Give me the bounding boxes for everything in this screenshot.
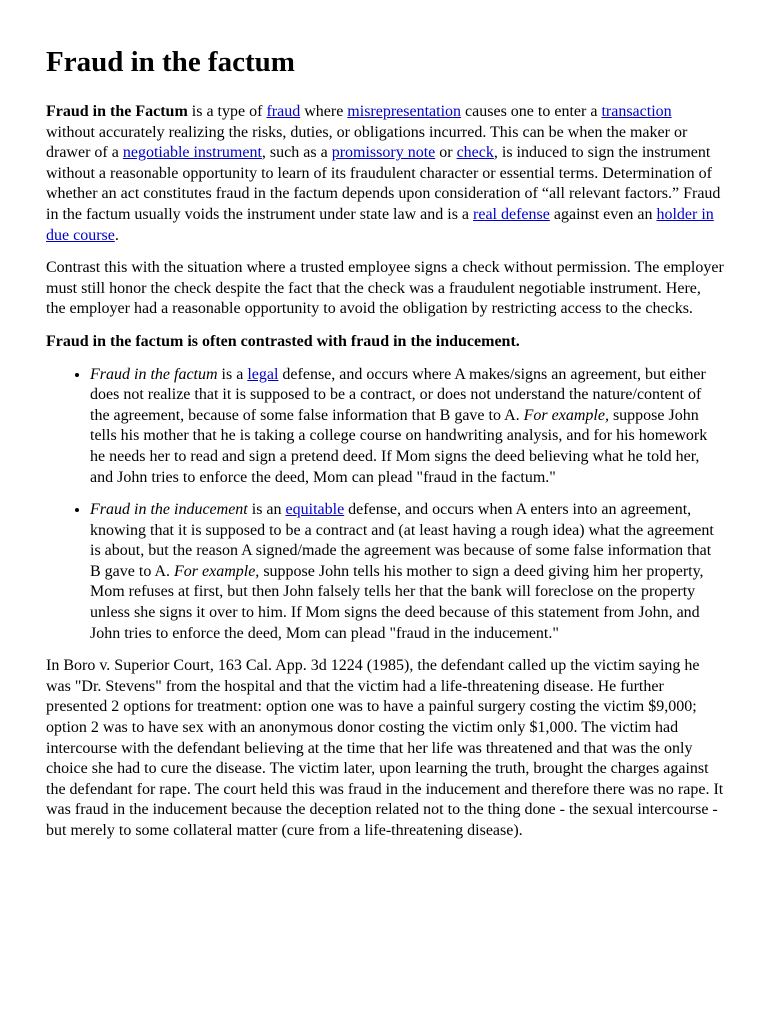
defense-list (46, 365, 724, 645)
page-title: Fraud in the factum (46, 46, 295, 78)
link-equitable[interactable]: equitable (285, 501, 345, 519)
link-real-defense[interactable]: real defense (473, 205, 550, 223)
link-legal[interactable]: legal (247, 365, 279, 383)
list-item-fraud-in-inducement: • Fraud in the inducement is an equitable defense, and occurs when A enters into an agreement, knowing that it is supposed to be a contract and (at least having a rough idea) what the agreement is about, but the reason A signed/made the agreement was because of some false information that B gave to A. For example, suppose John tells his mother to sign a deed giving him her property, Mom refuses at first, but then John falsely tells her that the bank will foreclose on the property unless she signs it over to him. If Mom signs the deed because of this statement from John, and John tries to enforce the deed, Mom can plead "fraud in the inducement." (90, 500, 724, 644)
link-misrepresentation[interactable]: misrepresentation (347, 103, 462, 120)
term-italic: Fraud in the factum (90, 365, 218, 383)
link-check[interactable]: check (456, 144, 494, 162)
example-italic: For example, (174, 562, 260, 580)
contrast-paragraph: Contrast this with the situation where a trusted employee signs a check without permission. The employer must still honor the check despite the fact that the check was a fraudulent negotiable instrument. Here, the employer had a reasonable opportunity to avoid the obligation by restricting access to the checks. (46, 259, 724, 318)
example-italic: For example, (523, 406, 609, 424)
link-promissory-note[interactable]: promissory note (331, 144, 436, 162)
list-item-fraud-in-factum: • Fraud in the factum is a legal defense, and occurs where A makes/signs an agreement, but either does not realize that it is supposed to be a contract, or does not understand the nature/content of the agreement, because of some false information that B gave to A. For example, suppose John tells his mother that he is taking a college course on handwriting analysis, and for his homework he needs her to read and sign a pretend deed. If Mom signs the deed believing what he told her, and John tries to enforce the deed, Mom can plead "fraud in the factum." (90, 365, 724, 489)
case-paragraph: In Boro v. Superior Court, 163 Cal. App. 3d 1224 (1985), the defendant called up the victim saying he was "Dr. Stevens" from the hospital and that the victim had a life-threatening disease. He further presented 2 options for treatment: option one was to have a painful surgery costing the victim $9,000; option 2 was to have sex with an anonymous donor costing the victim only $1,000. The victim had intercourse with the defendant believing at the time that her life was threatened and that was the only choice she had to cure the disease. The victim later, upon learning the truth, brought the charges against the defendant for rape. The court held this was fraud in the inducement and therefore there was no rape. It was fraud in the inducement because the deception related not to the thing done - the sexual intercourse - but merely to some collateral matter (cure from a life-threatening disease). (46, 657, 724, 839)
term-italic: Fraud in the inducement (90, 501, 248, 519)
link-fraud[interactable]: fraud (266, 103, 301, 120)
link-holder-in-due-course[interactable]: holder in due course (46, 205, 714, 244)
term-fraud-in-the-factum: Fraud in the Factum (46, 103, 188, 120)
intro-paragraph: Fraud in the Factum is a type of fraud where misrepresentation causes one to enter a transaction without accurately realizing the risks, duties, or obligations incurred. This can be when the maker or drawer of a negotiable instrument, such as a promissory note or check, is induced to sign the instrument without a reasonable opportunity to learn of its fraudulent character or essential terms. Determination of whether an act constitutes fraud in the factum depends upon consideration of “all relevant factors.” Fraud in the factum usually voids the instrument under state law and is a real defense against even an holder in due course. (46, 103, 721, 244)
link-negotiable-instrument[interactable]: negotiable instrument (122, 144, 262, 162)
contrast-heading-paragraph: Fraud in the factum is often contrasted with fraud in the inducement. (46, 332, 520, 350)
link-transaction[interactable]: transaction (601, 103, 672, 120)
